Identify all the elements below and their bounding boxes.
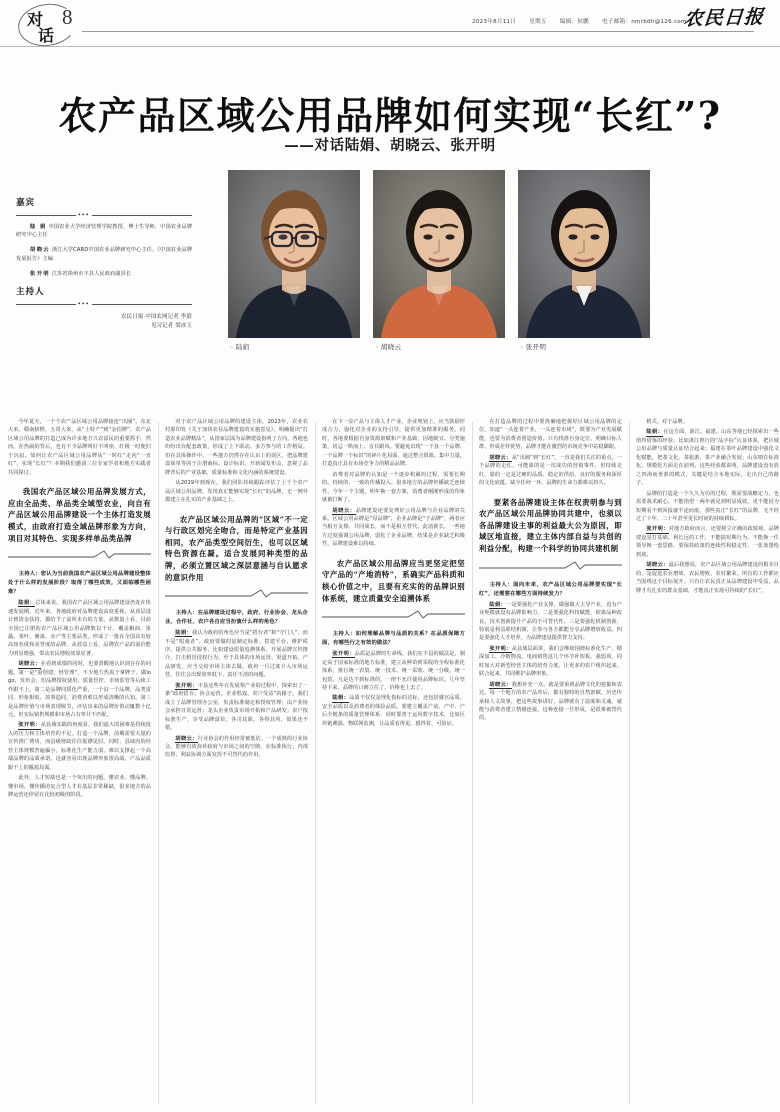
guest-name: 胡晓云 — [30, 247, 51, 254]
caption-bullet-icon: ◦ — [520, 344, 524, 351]
column-separator — [472, 422, 473, 1104]
speaker-label: 陆娟： — [18, 600, 36, 607]
speaker-label: 陆娟： — [646, 429, 664, 436]
host-divider — [16, 300, 192, 308]
article-column — [479, 418, 622, 1108]
issue-date: 2023年8月11日 — [472, 18, 517, 25]
interview-answer — [479, 454, 622, 488]
portrait-photo — [373, 170, 505, 338]
speaker-label: 张开明： — [332, 651, 355, 658]
interview-question: 主持人：如何理解品牌与品质的关系？在品质保障方面，有哪些行之有效的做法？ — [322, 631, 465, 647]
article-columns — [8, 418, 779, 1108]
article-column — [322, 418, 465, 1108]
page-subtitle: ——对话陆娟、胡晓云、张开明 — [284, 137, 496, 154]
speaker-label: 陆娟： — [332, 695, 350, 702]
body-paragraph: 品牌的打造是一个久久为功的过程，既需要战略定力，也需要战术耐心。不能指望一两年就见到明显成效，更不能因为短期看不到回报就半途而废。那些真正“长红”的品牌，无不经过了十年、二十年甚至更长时间的持续耕耘。 — [636, 490, 779, 522]
article-column — [636, 418, 779, 1108]
body-paragraph: 消费者对品牌的认知是一个逐步积累的过程，需要长期的、持续的、一致的传播投入。很多地方的品牌传播缺乏连续性，今年一个主题，明年换一套方案，消费者刚刚形成的印象就被打断了。 — [322, 471, 465, 504]
answer-text: 我认为政府的角色应当是“搭台者”和“守门人”，而不是“唱戏者”。政府要做的是制定标准、搭建平台、维护秩序、提供公共服务，比如建设质量追溯体系、开展品牌宣传推介、打击假冒侵权行为。至于具体的市场运营、渠道开拓、产品研发，应当交给市场主体去做。政府一旦过度介入市场运营，往往会出现效率低下、责任不清的问题。 — [165, 630, 308, 679]
answer-text: 总体来说，我国农产品区域公用品牌建设仍处在快速发展期。近年来，各地政府对品牌建设高度重视，从顶层设计到资金扶持，都给予了前所未有的力量。从数量上看，目前全国已注册的农产品区域公用品牌数以千计，覆盖粮油、果蔬、茶叶、畜禽、水产等主要品类，形成了一批在全国具有较高知名度和美誉度的品牌。从效益上看，品牌农产品的溢价能力明显增强，带动农民增收效果显著。 — [8, 600, 151, 657]
speaker-label: 陆娟： — [489, 601, 507, 608]
guest-name: 张开明 — [30, 270, 51, 277]
answer-text: 在这方面，浙江、福建、山东等地已经探索出一些值得借鉴的经验。比如浙江推行的“品字标”认证体系，把区域公用品牌与质量认证结合起来；福建在茶叶品牌建设中强化文化赋能，把茶文化、茶旅游、茶产业融合发展；山东则在标准化、规模化方面走在前列。这些经验都说明，品牌建设没有放之四海而皆准的模式，关键是结合本地实际，走出自己的路子。 — [636, 429, 779, 487]
guest-bio: 江苏省徐州市丰县人民政府副县长 — [50, 270, 132, 277]
guest-name: 陆 娟 — [30, 224, 47, 230]
host-credit — [16, 313, 192, 331]
article-column — [165, 418, 308, 1108]
portrait-photo — [228, 170, 360, 338]
interview-answer — [165, 682, 308, 733]
section-lead: 农产品区域公用品牌应当更坚定把坚守产品的“产地消特”，系确实产品科质和核心价值之中，且要有充实的的品牌识别体系统，建立质量安全追溯体系 — [322, 558, 465, 603]
portrait-caption-text: 胡晓云 — [380, 343, 402, 351]
interview-answer — [479, 645, 622, 679]
caption-bullet-icon: ◦ — [230, 344, 234, 351]
interview-answer — [636, 428, 779, 487]
portrait-row — [228, 170, 656, 362]
portrait-caption-text: 陆娟 — [235, 343, 250, 351]
interview-answer — [322, 694, 465, 728]
answer-text: 我想补充一点，就是要重视品牌文化的挖掘和表达。每一个地方的农产品背后，都有独特的自然禀赋、历史传承和人文故事。把这些故事讲好，品牌就有了温度和灵魂，就能与消费者建立情感连接。这种连接一旦形成，是很难被替代的。 — [479, 681, 622, 722]
section-lead: 我国农产品区域公用品牌发展方式，应由全品类、单品类全域型农业，向自有产品区域公用品牌建设一个主体打造发展模式，由政府打造全域品牌形象为方向，项目对其特色、实现多样单品类品牌 — [8, 487, 151, 543]
portrait-card — [518, 170, 650, 351]
answer-text: 行业协会的作用经常被低估。一个成熟的行业协会，能够有效弥补政府与市场之间的空隙，在标准执行、内部监督、利益协调方面发挥不可替代的作用。 — [165, 735, 308, 759]
section-divider — [8, 549, 151, 563]
speaker-label: 张开明： — [18, 722, 41, 729]
caption-bullet-icon: ◦ — [375, 344, 379, 351]
section-lead: 农产品区域公用品牌的“区域”不一定与行政区划完全吻合，而是特定产业基因相同，农产品类型空间衍生，也可以区域特色资源在凝。适合发展同种类型的品牌，必须立置区域之深层意涵与自认愿求的意识作用 — [165, 514, 308, 582]
issue-editor: 编辑：侯鹏 — [559, 18, 589, 25]
speaker-label: 胡晓云： — [646, 562, 669, 569]
body-paragraph: 在下一步产品与主体人才产业、企业规划上，应当鼓励形成合力，强化对企业的支持引导，提供更加精准的服务。同时，各地要根据自身资源禀赋和产业基础，因地制宜、分类施策，切忌一哄而上、盲目跟风。要避免出现“一个县一个品牌、一个品牌一个标识”的碎片化局面，通过整合资源、集中力量，打造真正具有市场竞争力的精品品牌。 — [322, 419, 465, 468]
guest-info-box — [14, 196, 202, 366]
portrait-caption — [520, 342, 652, 351]
portrait-card — [373, 170, 505, 351]
interview-question: 主持人：您认为当前我国农产品区域公用品牌建设整体处于什么样的发展阶段？取得了哪些成效，又面临哪些困难？ — [8, 571, 151, 596]
interview-answer — [479, 681, 622, 723]
issue-email: 电子邮箱：nmrbdh@126.com — [601, 18, 687, 25]
speaker-label: 张开明： — [175, 682, 198, 689]
page-number: 8 — [62, 5, 73, 29]
interview-answer — [165, 735, 308, 760]
column-separator — [629, 422, 630, 1104]
guest-entry — [16, 270, 192, 278]
speaker-label: 张开明： — [646, 526, 669, 533]
section-logo-char-1: 对 — [27, 10, 44, 29]
article-column — [8, 418, 151, 1108]
interview-answer — [479, 601, 622, 643]
masthead-rule — [82, 31, 754, 32]
section-divider — [479, 560, 622, 574]
column-separator — [158, 422, 159, 1104]
speaker-label: 陆娟： — [175, 630, 193, 637]
host-credit-line: 农民日报·中国农网记者 李婧 — [121, 314, 192, 321]
guest-entry — [16, 223, 192, 239]
masthead — [0, 0, 780, 48]
guests-divider-mark: ••• — [78, 211, 90, 219]
guests-heading: 嘉宾 — [16, 198, 36, 208]
section-divider — [322, 609, 465, 623]
speaker-label: 胡晓云： — [489, 454, 512, 461]
host-heading: 主持人 — [16, 287, 45, 298]
speaker-label: 张开明： — [489, 645, 512, 652]
answer-text: 品质是品牌的生命线。我们在丰县的做法是，制定高于国家标准的地方标准，建立从种苗到采收的全程标准化体系，推行统一农资、统一技术、统一采收、统一分级、统一包装。凡是达不到标准的，一律不允许使用品牌标识。几年坚持下来，品牌的口碑立住了，价格也上去了。 — [322, 651, 465, 691]
interview-answer — [636, 525, 779, 559]
portrait-caption — [375, 342, 507, 351]
interview-answer — [322, 507, 465, 549]
guest-entry-list — [14, 223, 202, 278]
page-title: 农产品区域公用品牌如何实现“长红”? — [58, 93, 722, 139]
answer-text: 从“出圈”到“长红”，一直是我们关注的重点。一个品牌的走红，可能靠的是一次成功的营销事件，但持续走红，靠的一定是过硬的品质、稳定的供给、良好的服务和深厚的文化底蕴。缺少任何一环，品牌的生命力都难以持久。 — [479, 454, 622, 487]
portrait-photo — [518, 170, 650, 338]
guest-bio: 中国农业大学经济管理学院教授、博士生导师，中国农业品牌研究中心主任 — [16, 224, 192, 239]
issue-weekday: 星期五 — [529, 18, 547, 25]
interview-answer — [165, 629, 308, 680]
answer-text: 一是要强化产业支撑，做强做大主导产业，没有产业规模就没有品牌影响力。二是要强化科技赋能，依靠品种改良、技术创新提升产品的不可替代性。三是要强化机制创新，特别是利益联结机制，让参与各方都能分享品牌增值收益。四是要强化人才培养，为品牌建设提供智力支持。 — [479, 601, 622, 642]
portrait-card — [228, 170, 360, 351]
answer-text: 对地方政府而言，还要树立正确的政绩观。品牌建设是打基础、利长远的工作，不能搞短期行为，不能换一任领导换一套思路。要保持政策的连续性和稳定性，一张蓝图绘到底。 — [636, 526, 779, 558]
host-divider-mark: ••• — [78, 300, 90, 309]
answer-text: 从县域实践的角度看，我们最大的困难是持续投入的压力和主体培育的不足。打造一个品牌，前期需要大量的宣传推广费用，而县级财政往往捉襟见肘。同时，县域内的经营主体规模普遍偏小，标准化生产能力弱，难以支撑起一个高端品牌的品质承诺。这就容易出现品牌形象很高端、产品品质跟不上的尴尬局面。 — [8, 722, 151, 771]
masthead-bottom-rule — [0, 46, 780, 47]
section-divider — [165, 588, 308, 602]
portrait-caption-text: 张开明 — [525, 343, 547, 351]
column-separator — [315, 422, 316, 1104]
interview-answer — [636, 561, 779, 595]
body-paragraph: 今年夏天，一个个农产品区域公用品牌接连“出圈”。东北大米、赣南脐橙、五常大米，从“土特产”到“金招牌”，农产品区域公用品牌的打造已成为许多地方兴农富民的重要抓手。然而，在热闹的背后，也有不少品牌叫好不叫座、红极一时便归于沉寂。如何让农产品区域公用品牌从“一时红”走向“一直红”，实现“长红”？本期我们邀请三位专家学者和地方实践者共同探讨。 — [8, 419, 151, 476]
interview-question: 主持人：面向未来，农产品区域公用品牌要实现“长红”，还需要在哪些方面持续发力？ — [479, 581, 622, 597]
interview-answer — [8, 660, 151, 719]
body-paragraph: 此外，人才短缺也是一个突出的问题。懂农业、懂品牌、懂市场、懂传播的复合型人才在基层非常稀缺，很多地方的品牌运营还停留在比较初级的阶段。 — [8, 775, 151, 799]
paper-title: 农民日报 — [682, 5, 765, 31]
body-paragraph: 在打造品牌的过程中要准确地把握好区域公用品牌的定位，知道“一头连着产业、一头连着市场”，既要为产业发展赋能，也要为消费者创造价值。只有找准自身定位、明确目标人群、形成差异优势，品牌才能在激烈的市场竞争中站稳脚跟。 — [479, 419, 622, 451]
answer-text: 品牌建设还要处理好公用品牌与企业品牌的关系。区域公用品牌是“母品牌”，企业品牌是“子品牌”，两者应当相互支撑、共同成长，而不是相互替代、此消彼长。一些地方过度强调公用品牌，弱化了企业品牌，结果是企业缺乏积极性，品牌建设难以持续。 — [322, 507, 465, 548]
body-paragraph: 对于农产品区域公用品牌的建设主体，2023年，农业农村部印发《关于加快农业品牌建设的实施意见》，明确提出“打造农业品牌精品”，从国家层面为品牌建设指明了方向。各地也纷纷出台配套政策，形成了上下联动、多方参与的工作格局。但在具体操作中，一些地方仍然存在认识上的误区，把品牌建设简单等同于注册商标、设计标识、开新闻发布会，忽视了品牌背后的产业基础、质量标准和文化内涵的系统建设。 — [165, 419, 308, 476]
answer-text: 在看到成绩的同时，也要清醒地认识到存在的问题。第一是“重创建、轻管理”，不少地方热衷于拿牌子、做logo、发布会，但品牌授权使用、质量管控、市场监管等后续工作跟不上。第二是品牌同质化严重，一个县一个品牌，品类雷同、形象相似、故事趋同，消费者难以形成清晰的认知。第三是品牌价值与市场表现脱节，评估出来的品牌价值动辄数十亿元，但实际销售规模和市场占有率并不匹配。 — [8, 661, 151, 719]
interview-answer — [322, 650, 465, 692]
speaker-label: 胡晓云： — [18, 661, 41, 668]
guests-divider — [16, 211, 192, 219]
answer-text: 从县域层面讲，我们会继续围绕标准化生产、精深加工、冷链物流、电商销售这几个环节补短板、强弱项，同时加大对新型经营主体的培育力度，让更多的农户组织起来、联合起来，共同维护品牌形象。 — [479, 645, 622, 678]
interview-question: 主持人：在品牌建设过程中，政府、行业协会、龙头企业、合作社、农户各自应当扮演什么样的角色？ — [165, 610, 308, 626]
body-paragraph: 从2019年到现在，我们团队持续跟踪评估了上千个农产品区域公用品牌，发现真正能够实现“长红”的品牌，无一例外都建立在扎实的产业基础之上。 — [165, 480, 308, 504]
section-lead: 要紧各品牌建设主体在权责明参与到农产品区域公用品牌协同共建中，也须以各品牌建设主事的利益最大公为原因，即域区地直接，建立主体内部自益与共创的利益分配，构建一个科学的协同共建机制 — [479, 497, 622, 553]
body-paragraph: 格式，对于品牌。 — [646, 419, 688, 425]
interview-answer — [8, 721, 151, 772]
portrait-caption — [230, 342, 362, 351]
speaker-label: 胡晓云： — [175, 735, 198, 742]
answer-text: 品质不仅仅是理化指标的达标，还包括感官品质、安全品质以及消费者的体验品质。要建立覆盖产前、产中、产后全链条的质量管理体系，同时要善于运用数字技术，比如区块链溯源、物联网监测，让品质看得见、摸得着、可验证。 — [322, 695, 465, 727]
guest-entry — [16, 246, 192, 262]
host-credit-line: 见习记者 梁冰玉 — [150, 323, 192, 330]
answer-text: 丰县这些年在发展梨产业的过程中，探索出了一条“政府搭台、协会运营、企业唱戏、农户受益”的路子。我们成立了品牌管理办公室，负责标准制定和授权管理；由产业协会承担日常运营；龙头企业负责市场开拓和产品研发；农户按标准生产，享受品牌溢价。各司其职、各得其所，效果还不错。 — [165, 682, 308, 732]
guest-bio: 浙江大学CARD中国农业品牌研究中心主任，《中国农业品牌发展报告》主编 — [16, 247, 192, 262]
speaker-label: 胡晓云： — [489, 681, 512, 688]
section-logo-char-2: 话 — [38, 26, 55, 45]
interview-answer — [8, 599, 151, 658]
answer-text: 最后我想说，农产品区域公用品牌建设的根本目的，是促进农业增效、农民增收、农村繁荣。所有的工作都应当围绕这个目标展开。只有让农民真正从品牌建设中受益，品牌才有扎实的群众基础，才能真正实现可持续的“长红”。 — [636, 562, 779, 594]
speaker-label: 胡晓云： — [332, 507, 356, 514]
